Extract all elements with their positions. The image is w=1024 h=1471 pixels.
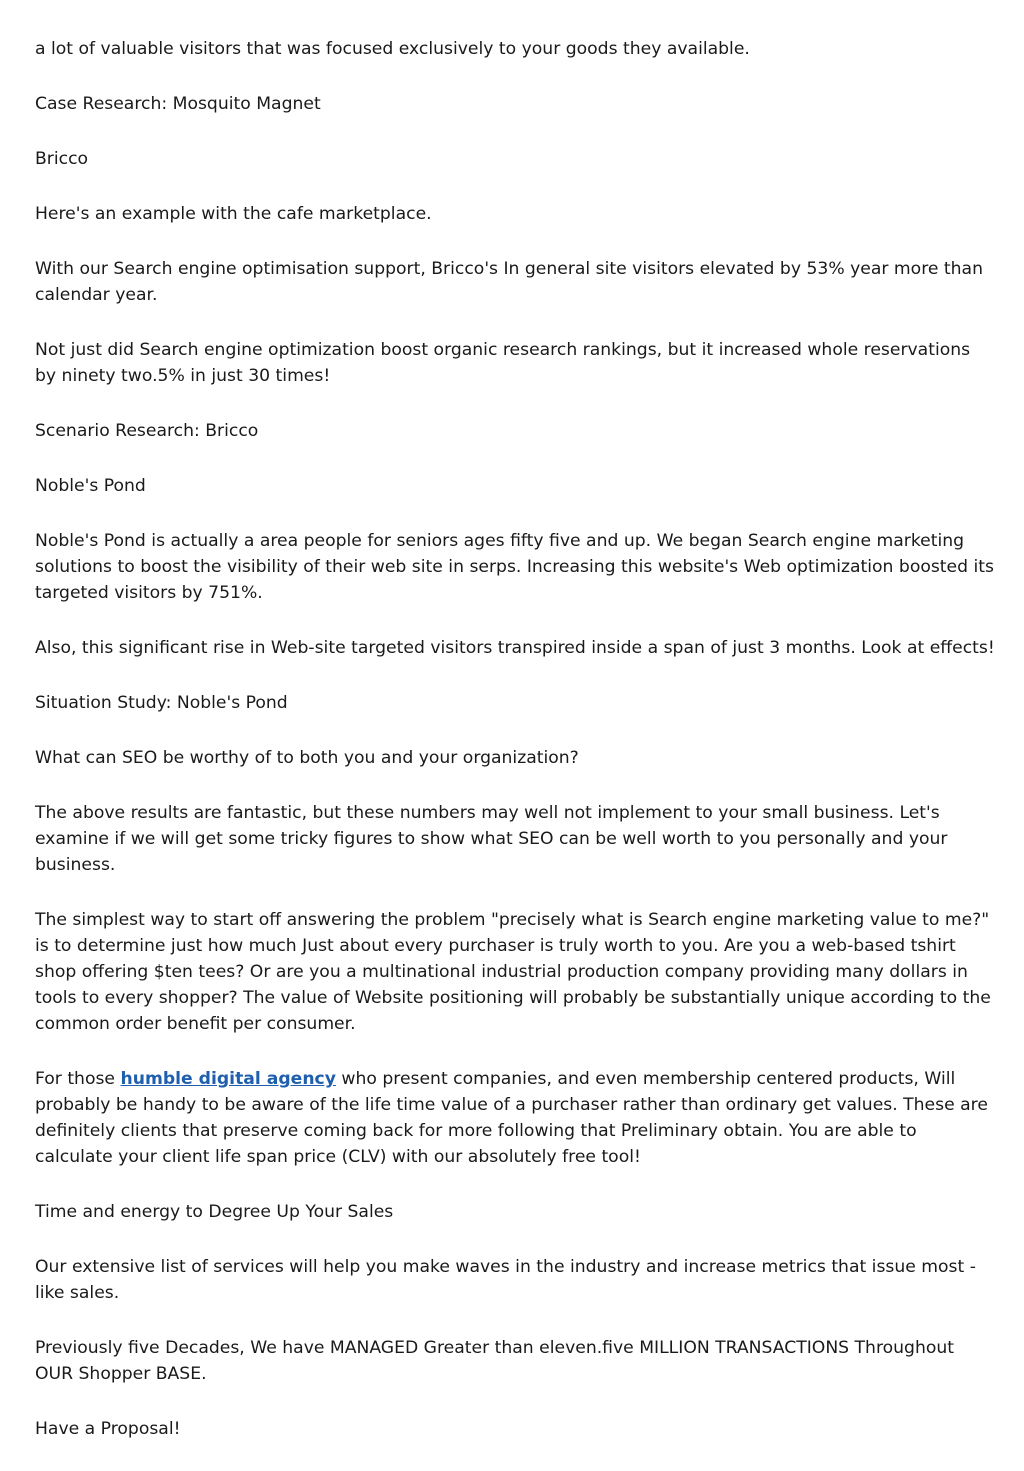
heading-nobles-pond: Noble's Pond (35, 476, 146, 496)
heading-seo-worth: What can SEO be worthy of to both you and your organization? (35, 748, 579, 768)
paragraph-bricco-reservations: Not just did Search engine optimization boost organic research rankings, but it increased whole reservations by ninety two.5% in just 30 times! (35, 340, 971, 386)
heading-proposal: Have a Proposal! (35, 1419, 181, 1439)
paragraph-nobles-pond-intro: Noble's Pond is actually a area people for seniors ages fifty five and up. We began Search engine marketing solutions to boost the visibility of their web site in serps. Increasing this website's Web optimization boosted its targeted visitors by 751%. (35, 531, 994, 603)
paragraph-bricco-traffic: With our Search engine optimisation support, Bricco's In general site visitors elevated by 53% year more than calendar year. (35, 259, 983, 305)
paragraph-transactions: Previously five Decades, We have MANAGED Greater than eleven.five MILLION TRANSACTIONS Throughout OUR Shopper BASE. (35, 1338, 954, 1384)
document-body (35, 36, 995, 1471)
heading-bricco: Bricco (35, 149, 89, 169)
paragraph-services: Our extensive list of services will help you make waves in the industry and increase metrics that issue most - like sales. (35, 1257, 976, 1303)
paragraph-results-caveat: The above results are fantastic, but these numbers may well not implement to your small business. Let's examine if we will get some tricky figures to show what SEO can be well worth to you personally and your business. (35, 803, 948, 875)
heading-scenario-research-bricco: Scenario Research: Bricco (35, 421, 259, 441)
paragraph-seo-value: The simplest way to start off answering the problem "precisely what is Search engine marketing value to me?" is to determine just how much Just about every purchaser is truly worth to you. Are you a web-based tshirt shop offering $ten tees? Or are you a multinational industrial production company providing many dollars in tools to every shopper? The value of Website positioning will probably be substantially unique according to the common order benefit per consumer. (35, 910, 991, 1034)
clv-text-after: who present companies, and even membership centered products, Will probably be handy to be aware of the life time value of a purchaser rather than ordinary get values. These are definitely clients that preserve coming back for more following that Preliminary obtain. You are able to calculate your client life span price (CLV) with our absolutely free tool! (35, 1069, 988, 1167)
heading-case-research-mosquito-magnet: Case Research: Mosquito Magnet (35, 94, 321, 114)
paragraph-cafe-example: Here's an example with the cafe marketplace. (35, 204, 432, 224)
heading-situation-study-nobles-pond: Situation Study: Noble's Pond (35, 693, 288, 713)
paragraph-1: a lot of valuable visitors that was focused exclusively to your goods they available. (35, 39, 750, 59)
paragraph-clv (35, 1066, 995, 1170)
paragraph-nobles-pond-results: Also, this significant rise in Web-site targeted visitors transpired inside a span of just 3 months. Look at effects! (35, 638, 995, 658)
clv-text-before: For those (35, 1069, 121, 1089)
humble-digital-agency-link[interactable]: humble digital agency (120, 1069, 336, 1089)
heading-level-up-sales: Time and energy to Degree Up Your Sales (35, 1202, 394, 1222)
